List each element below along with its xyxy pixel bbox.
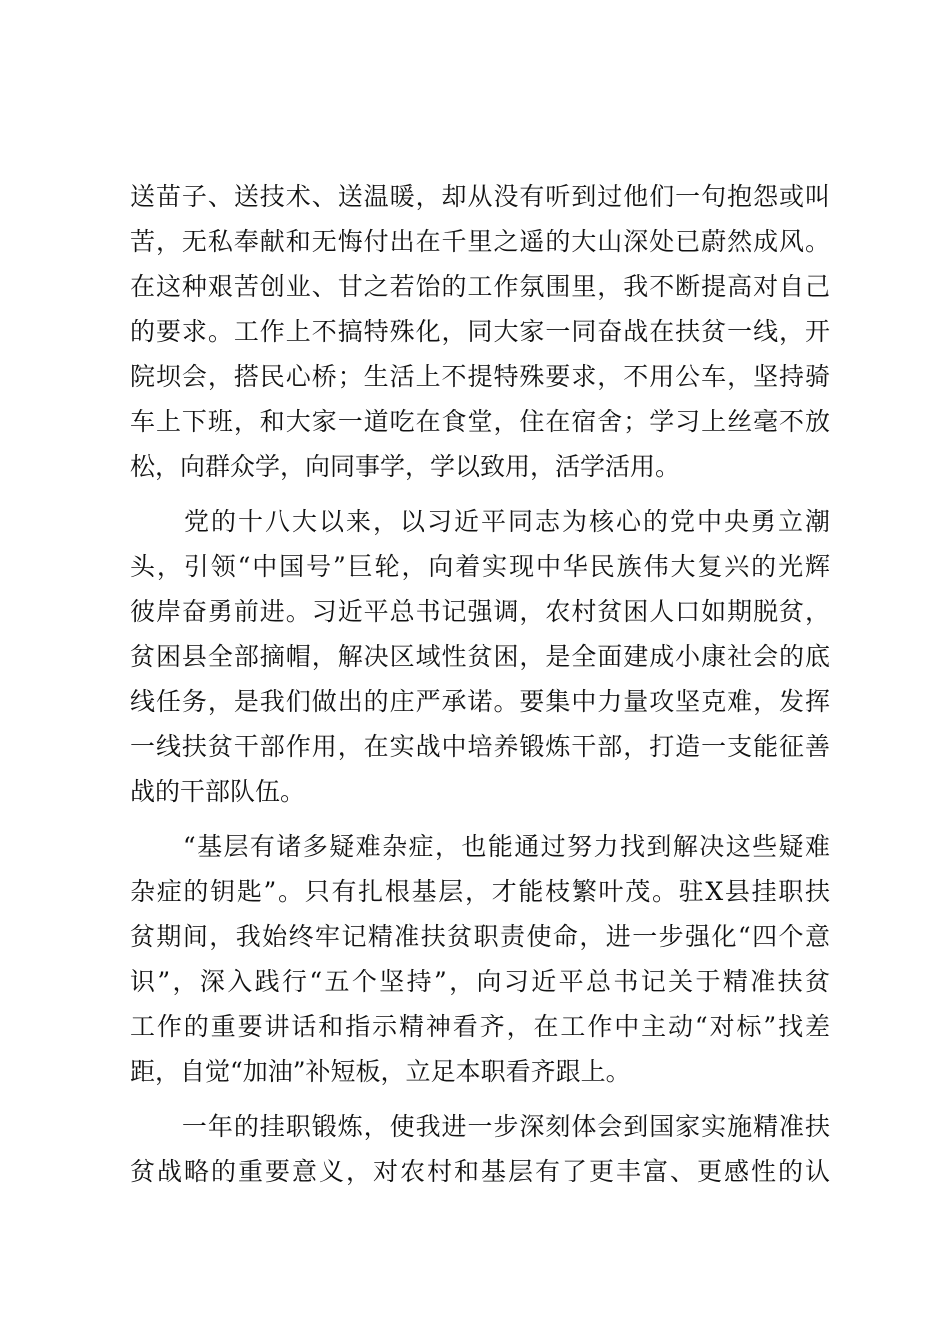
paragraph-2 xyxy=(130,499,830,814)
paragraph-4 xyxy=(130,1104,830,1194)
text-line: 工作的重要讲话和指示精神看齐，在工作中主动“对标”找差 xyxy=(130,1012,830,1041)
paragraph-spacer xyxy=(130,814,830,824)
text-line: 头，引领“中国号”巨轮，向着实现中华民族伟大复兴的光辉 xyxy=(130,552,830,581)
text-line: 贫期间，我始终牢记精准扶贫职责使命，进一步强化“四个意 xyxy=(130,922,830,951)
paragraph-spacer xyxy=(130,1094,830,1104)
text-line: 送苗子、送技术、送温暖，却从没有听到过他们一句抱怨或叫 xyxy=(130,182,830,211)
text-line: 距，自觉“加油”补短板，立足本职看齐跟上。 xyxy=(130,1057,631,1086)
text-line: 贫困县全部摘帽，解决区域性贫困，是全面建成小康社会的底 xyxy=(130,642,830,671)
text-line: 松，向群众学，向同事学，学以致用，活学活用。 xyxy=(130,452,681,481)
paragraph-1 xyxy=(130,174,830,489)
paragraph-3 xyxy=(130,824,830,1094)
text-line: 院坝会，搭民心桥；生活上不提特殊要求，不用公车，坚持骑 xyxy=(130,362,830,391)
text-line: 一线扶贫干部作用，在实战中培养锻炼干部，打造一支能征善 xyxy=(130,732,830,761)
text-line: 一年的挂职锻炼，使我进一步深刻体会到国家实施精准扶 xyxy=(130,1112,830,1141)
text-line: 党的十八大以来，以习近平同志为核心的党中央勇立潮 xyxy=(130,507,830,536)
text-line: 贫战略的重要意义，对农村和基层有了更丰富、更感性的认 xyxy=(130,1157,830,1186)
text-line: 车上下班，和大家一道吃在食堂，住在宿舍；学习上丝毫不放 xyxy=(130,407,830,436)
text-line: 苦，无私奉献和无悔付出在千里之遥的大山深处已蔚然成风。 xyxy=(130,227,830,256)
text-line: 识”，深入践行“五个坚持”，向习近平总书记关于精准扶贫 xyxy=(130,967,830,996)
text-line: 的要求。工作上不搞特殊化，同大家一同奋战在扶贫一线，开 xyxy=(130,317,830,346)
text-line: 在这种艰苦创业、甘之若饴的工作氛围里，我不断提高对自己 xyxy=(130,272,830,301)
text-line: 彼岸奋勇前进。习近平总书记强调，农村贫困人口如期脱贫， xyxy=(130,597,830,626)
text-line: 战的干部队伍。 xyxy=(130,777,306,806)
document-body xyxy=(130,174,830,1194)
text-line: 线任务，是我们做出的庄严承诺。要集中力量攻坚克难，发挥 xyxy=(130,687,830,716)
text-line: 杂症的钥匙”。只有扎根基层，才能枝繁叶茂。驻X县挂职扶 xyxy=(130,877,830,906)
paragraph-spacer xyxy=(130,489,830,499)
text-line: “基层有诸多疑难杂症，也能通过努力找到解决这些疑难 xyxy=(130,832,830,861)
